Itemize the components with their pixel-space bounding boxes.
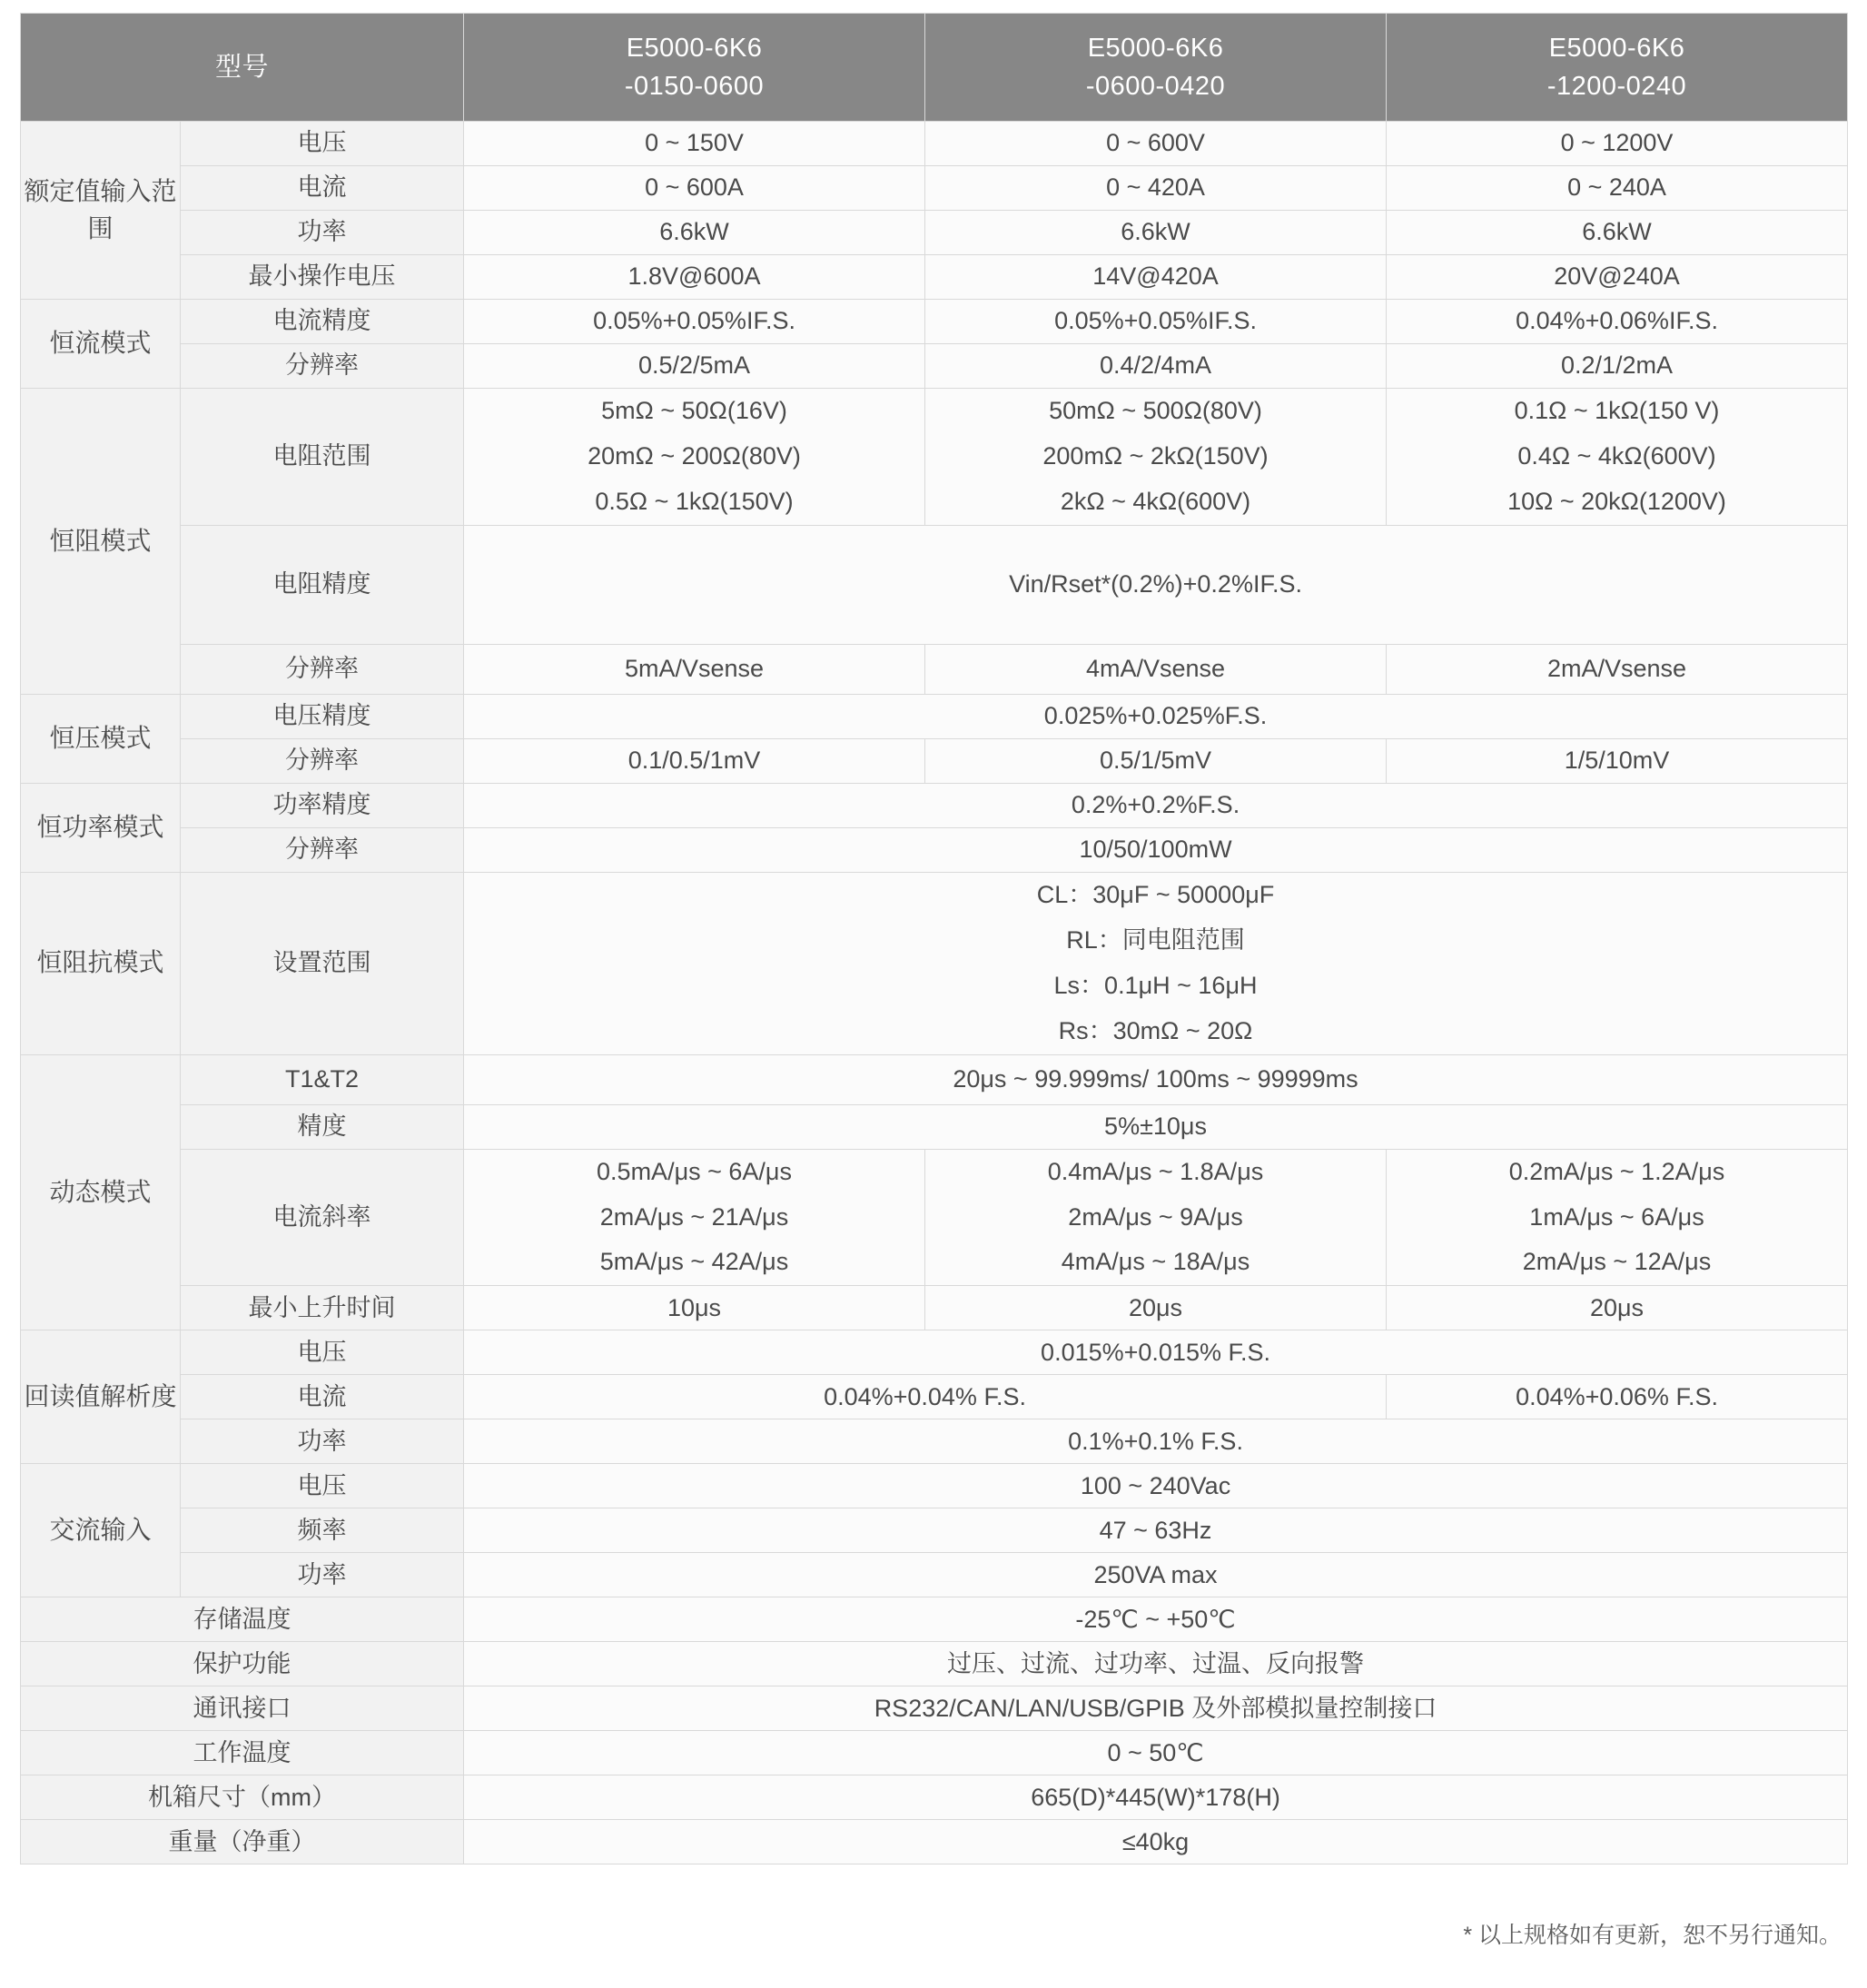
table-row [21, 1508, 1848, 1553]
row-label-t1t2: T1&T2 [181, 1054, 464, 1104]
row-label-storage-temp: 存储温度 [21, 1597, 464, 1642]
table-row [21, 1820, 1848, 1864]
header-model-2-line2: -0600-0420 [1085, 72, 1226, 101]
header-model-3 [1387, 14, 1848, 122]
cell-cr-range-2 [925, 389, 1387, 526]
table-row [21, 255, 1848, 300]
cell-cr-range-2-line1: 50mΩ ~ 500Ω(80V) [1049, 397, 1262, 424]
cell-storage-temp: -25℃ ~ +50℃ [464, 1597, 1848, 1642]
cell-cv-resolution-2: 0.5/1/5mV [925, 738, 1387, 783]
table-row [21, 1054, 1848, 1104]
cell-cr-range-3 [1387, 389, 1848, 526]
cell-cc-accuracy-3: 0.04%+0.06%IF.S. [1387, 300, 1848, 344]
group-cr-mode: 恒阻模式 [21, 389, 181, 695]
table-row [21, 1149, 1848, 1286]
cell-ac-voltage: 100 ~ 240Vac [464, 1464, 1848, 1508]
row-label-cr-resolution: 分辨率 [181, 644, 464, 694]
header-model-2-line1: E5000-6K6 [1087, 33, 1224, 63]
cell-slope-2-line3: 4mA/μs ~ 18A/μs [1061, 1248, 1250, 1276]
cell-readback-current-3: 0.04%+0.06% F.S. [1387, 1375, 1848, 1419]
group-cv-mode: 恒压模式 [21, 694, 181, 783]
row-label-current: 电流 [181, 166, 464, 211]
table-row [21, 1775, 1848, 1820]
row-label-cv-resolution: 分辨率 [181, 738, 464, 783]
table-row [21, 1553, 1848, 1597]
row-label-cp-accuracy: 功率精度 [181, 783, 464, 827]
cell-cc-resolution-1: 0.5/2/5mA [464, 344, 925, 389]
cell-min-rise-3: 20μs [1387, 1286, 1848, 1330]
cell-slope-2 [925, 1149, 1387, 1286]
group-ac-input: 交流输入 [21, 1464, 181, 1597]
header-model-1-line2: -0150-0600 [624, 72, 765, 101]
row-label-cc-resolution: 分辨率 [181, 344, 464, 389]
table-row [21, 827, 1848, 872]
cell-cz-setting-range [464, 872, 1848, 1054]
group-cc-mode: 恒流模式 [21, 300, 181, 389]
cell-cz-line2: RL：同电阻范围 [1066, 925, 1245, 954]
cell-slope-3-line2: 1mA/μs ~ 6A/μs [1529, 1202, 1704, 1231]
table-row [21, 1286, 1848, 1330]
table-row [21, 738, 1848, 783]
table-row [21, 389, 1848, 526]
cell-slope-2-line2: 2mA/μs ~ 9A/μs [1068, 1202, 1243, 1231]
table-row [21, 1375, 1848, 1419]
footnote: * 以上规格如有更新，恕不另行通知。 [1463, 1923, 1842, 1949]
row-label-cr-range: 电阻范围 [181, 389, 464, 526]
cell-weight: ≤40kg [464, 1820, 1848, 1864]
cell-cp-resolution: 10/50/100mW [464, 827, 1848, 872]
cell-current-2: 0 ~ 420A [925, 166, 1387, 211]
cell-comm-interface: RS232/CAN/LAN/USB/GPIB 及外部模拟量控制接口 [464, 1686, 1848, 1731]
cell-ac-power: 250VA max [464, 1553, 1848, 1597]
row-label-power: 功率 [181, 211, 464, 255]
table-row [21, 300, 1848, 344]
cell-cp-accuracy: 0.2%+0.2%F.S. [464, 783, 1848, 827]
row-label-cz-setting-range: 设置范围 [181, 872, 464, 1054]
row-label-protection: 保护功能 [21, 1642, 464, 1686]
cell-voltage-1: 0 ~ 150V [464, 122, 925, 166]
group-readback: 回读值解析度 [21, 1330, 181, 1464]
row-label-cv-accuracy: 电压精度 [181, 694, 464, 738]
table-row [21, 1419, 1848, 1464]
table-header-row [21, 14, 1848, 122]
cell-cr-range-1-line2: 20mΩ ~ 200Ω(80V) [588, 441, 801, 470]
cell-cr-range-3-line3: 10Ω ~ 20kΩ(1200V) [1507, 487, 1726, 515]
cell-cr-range-2-line2: 200mΩ ~ 2kΩ(150V) [1042, 441, 1269, 470]
cell-readback-power: 0.1%+0.1% F.S. [464, 1419, 1848, 1464]
row-label-chassis-size: 机箱尺寸（mm） [21, 1775, 464, 1820]
cell-cr-range-1 [464, 389, 925, 526]
cell-cr-range-2-line3: 2kΩ ~ 4kΩ(600V) [1060, 487, 1251, 515]
header-model-3-line2: -1200-0240 [1546, 72, 1687, 101]
cell-dyn-accuracy: 5%±10μs [464, 1104, 1848, 1149]
cell-operating-temp: 0 ~ 50℃ [464, 1731, 1848, 1775]
cell-power-2: 6.6kW [925, 211, 1387, 255]
header-model-label: 型号 [21, 14, 464, 122]
table-row [21, 525, 1848, 644]
group-cp-mode: 恒功率模式 [21, 783, 181, 872]
row-label-dyn-accuracy: 精度 [181, 1104, 464, 1149]
cell-cr-range-1-line3: 0.5Ω ~ 1kΩ(150V) [595, 487, 794, 515]
row-label-ac-frequency: 频率 [181, 1508, 464, 1553]
cell-ac-frequency: 47 ~ 63Hz [464, 1508, 1848, 1553]
row-label-cc-accuracy: 电流精度 [181, 300, 464, 344]
table-row [21, 344, 1848, 389]
cell-cr-resolution-1: 5mA/Vsense [464, 644, 925, 694]
row-label-readback-voltage: 电压 [181, 1330, 464, 1375]
cell-min-rise-2: 20μs [925, 1286, 1387, 1330]
cell-voltage-3: 0 ~ 1200V [1387, 122, 1848, 166]
cell-cz-line1: CL：30μF ~ 50000μF [1036, 880, 1275, 908]
cell-slope-3-line3: 2mA/μs ~ 12A/μs [1522, 1248, 1712, 1276]
table-row [21, 211, 1848, 255]
cell-cr-range-3-line2: 0.4Ω ~ 4kΩ(600V) [1517, 441, 1716, 470]
cell-min-op-voltage-1: 1.8V@600A [464, 255, 925, 300]
specifications-table [20, 13, 1848, 1864]
table-row [21, 122, 1848, 166]
table-row [21, 694, 1848, 738]
cell-current-3: 0 ~ 240A [1387, 166, 1848, 211]
cell-current-1: 0 ~ 600A [464, 166, 925, 211]
row-label-comm-interface: 通讯接口 [21, 1686, 464, 1731]
header-model-1 [464, 14, 925, 122]
group-input-range: 额定值输入范围 [21, 122, 181, 300]
table-row [21, 1330, 1848, 1375]
cell-t1t2: 20μs ~ 99.999ms/ 100ms ~ 99999ms [464, 1054, 1848, 1104]
cell-cc-accuracy-2: 0.05%+0.05%IF.S. [925, 300, 1387, 344]
table-row [21, 783, 1848, 827]
cell-voltage-2: 0 ~ 600V [925, 122, 1387, 166]
cell-cr-resolution-2: 4mA/Vsense [925, 644, 1387, 694]
row-label-weight: 重量（净重） [21, 1820, 464, 1864]
cell-slope-1 [464, 1149, 925, 1286]
cell-power-3: 6.6kW [1387, 211, 1848, 255]
cell-cc-resolution-3: 0.2/1/2mA [1387, 344, 1848, 389]
cell-slope-2-line1: 0.4mA/μs ~ 1.8A/μs [1047, 1157, 1264, 1185]
cell-chassis-size: 665(D)*445(W)*178(H) [464, 1775, 1848, 1820]
table-row [21, 644, 1848, 694]
cell-slope-1-line1: 0.5mA/μs ~ 6A/μs [597, 1157, 792, 1185]
row-label-ac-power: 功率 [181, 1553, 464, 1597]
row-label-readback-current: 电流 [181, 1375, 464, 1419]
table-row [21, 166, 1848, 211]
cell-slope-3-line1: 0.2mA/μs ~ 1.2A/μs [1508, 1157, 1725, 1185]
cell-cv-accuracy: 0.025%+0.025%F.S. [464, 694, 1848, 738]
row-label-current-slope: 电流斜率 [181, 1149, 464, 1286]
table-row [21, 1686, 1848, 1731]
table-row [21, 1642, 1848, 1686]
cell-power-1: 6.6kW [464, 211, 925, 255]
group-dynamic-mode: 动态模式 [21, 1054, 181, 1330]
cell-cr-range-3-line1: 0.1Ω ~ 1kΩ(150 V) [1514, 397, 1720, 424]
header-model-2 [925, 14, 1387, 122]
cell-cr-resolution-3: 2mA/Vsense [1387, 644, 1848, 694]
cell-cz-line3: Ls：0.1μH ~ 16μH [1053, 971, 1258, 999]
group-cz-mode: 恒阻抗模式 [21, 872, 181, 1054]
table-row [21, 1464, 1848, 1508]
header-model-3-line1: E5000-6K6 [1548, 33, 1685, 63]
cell-cv-resolution-3: 1/5/10mV [1387, 738, 1848, 783]
row-label-min-op-voltage: 最小操作电压 [181, 255, 464, 300]
header-model-1-line1: E5000-6K6 [626, 33, 763, 63]
cell-min-rise-1: 10μs [464, 1286, 925, 1330]
cell-slope-1-line3: 5mA/μs ~ 42A/μs [599, 1248, 789, 1276]
cell-cc-accuracy-1: 0.05%+0.05%IF.S. [464, 300, 925, 344]
cell-cv-resolution-1: 0.1/0.5/1mV [464, 738, 925, 783]
cell-cr-accuracy: Vin/Rset*(0.2%)+0.2%IF.S. [464, 525, 1848, 644]
cell-slope-3 [1387, 1149, 1848, 1286]
cell-protection: 过压、过流、过功率、过温、反向报警 [464, 1642, 1848, 1686]
table-row [21, 1104, 1848, 1149]
cell-min-op-voltage-3: 20V@240A [1387, 255, 1848, 300]
row-label-min-rise-time: 最小上升时间 [181, 1286, 464, 1330]
cell-cz-line4: Rs：30mΩ ~ 20Ω [1058, 1016, 1253, 1044]
row-label-operating-temp: 工作温度 [21, 1731, 464, 1775]
row-label-cp-resolution: 分辨率 [181, 827, 464, 872]
cell-readback-voltage: 0.015%+0.015% F.S. [464, 1330, 1848, 1375]
cell-cc-resolution-2: 0.4/2/4mA [925, 344, 1387, 389]
row-label-ac-voltage: 电压 [181, 1464, 464, 1508]
row-label-readback-power: 功率 [181, 1419, 464, 1464]
cell-cr-range-1-line1: 5mΩ ~ 50Ω(16V) [601, 397, 787, 424]
table-row [21, 872, 1848, 1054]
table-row [21, 1731, 1848, 1775]
cell-slope-1-line2: 2mA/μs ~ 21A/μs [599, 1202, 789, 1231]
cell-min-op-voltage-2: 14V@420A [925, 255, 1387, 300]
row-label-cr-accuracy: 电阻精度 [181, 525, 464, 644]
table-row [21, 1597, 1848, 1642]
row-label-voltage: 电压 [181, 122, 464, 166]
cell-readback-current-12: 0.04%+0.04% F.S. [464, 1375, 1387, 1419]
